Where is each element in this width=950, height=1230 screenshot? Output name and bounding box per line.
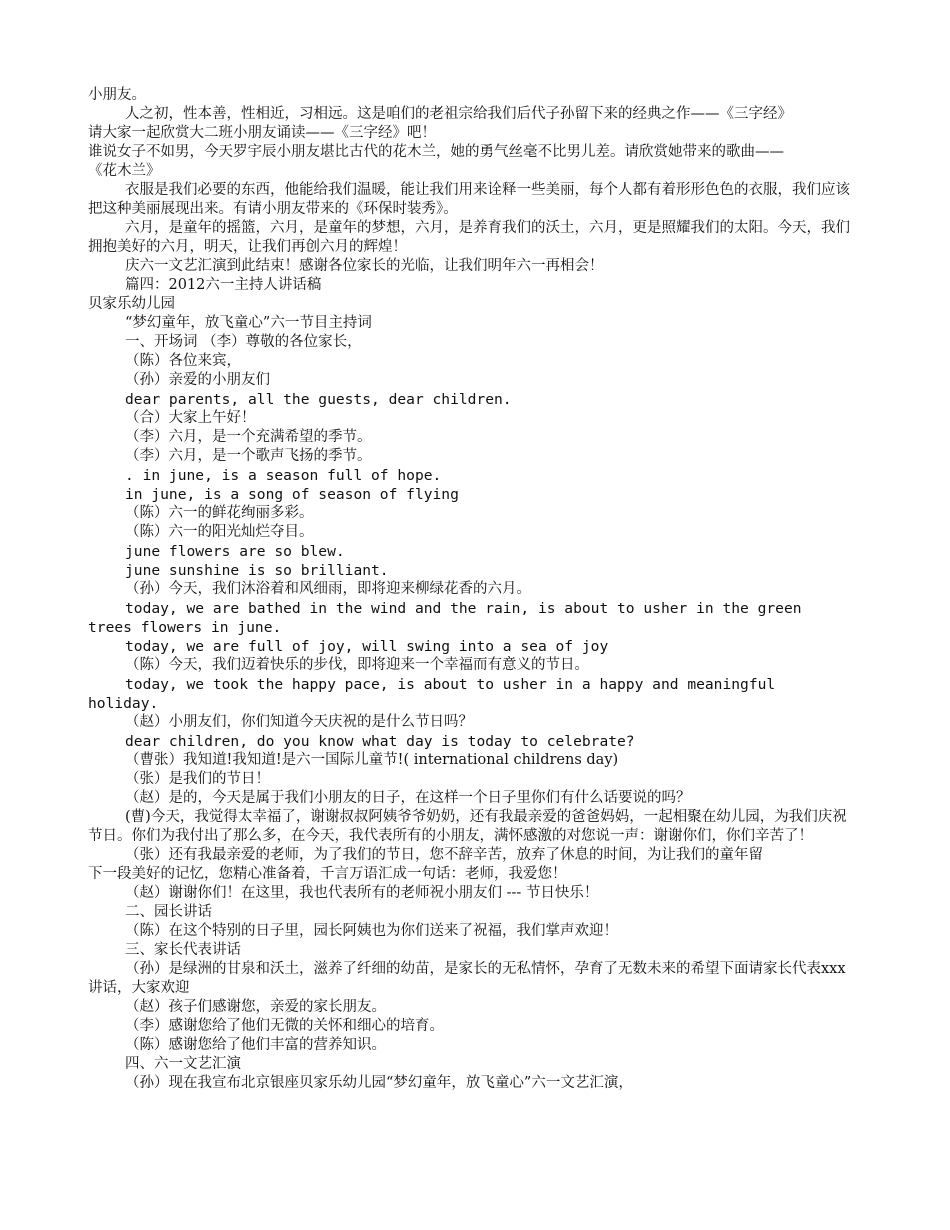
english-line: dear parents, all the guests, dear children.	[125, 391, 512, 408]
text-line: 小朋友。	[88, 87, 146, 103]
paragraph	[88, 219, 860, 257]
text-line: （孙）今天，我们沐浴着和风细雨，即将迎来柳绿花香的六月。	[125, 581, 531, 597]
text-line: （合）大家上午好！	[125, 410, 256, 426]
text-line: （赵）孩子们感谢您，亲爱的家长朋友。	[125, 999, 386, 1015]
english-line: today, we are full of joy, will swing into a sea of joy	[125, 638, 609, 655]
paragraph	[88, 181, 860, 219]
text-line: （陈）各位来宾，	[125, 353, 241, 369]
paragraph-text: 衣服是我们必要的东西，他能给我们温暖，能让我们用来诠释一些美丽，每个人都有着形形色色的衣服，我们应该把这种美丽展现出来。有请小朋友带来的《环保时装秀》。	[88, 182, 850, 217]
english-line: . in june, is a season full of hope.	[125, 467, 442, 484]
text-line: （陈）六一的阳光灿烂夺目。	[125, 524, 314, 540]
text-line: 一、开场词 （李）尊敬的各位家长，	[125, 334, 362, 350]
text-line: （张）是我们的节日！	[125, 771, 270, 787]
english-line: trees flowers in june.	[88, 619, 282, 636]
paragraph-text: (曹)今天，我觉得太幸福了，谢谢叔叔阿姨爷爷奶奶，还有我最亲爱的爸爸妈妈，一起相聚在幼儿园，为我们庆祝节日。你们为我付出了那么多，在今天，我代表所有的小朋友，满怀感激的对您说一声：谢谢你们，你们辛苦了！	[88, 809, 847, 844]
section-heading: 二、园长讲话	[125, 904, 212, 920]
paragraph	[88, 960, 860, 998]
english-line: holiday.	[88, 695, 159, 712]
english-line: june sunshine is so brilliant.	[125, 562, 389, 579]
text-line: （孙）亲爱的小朋友们	[125, 372, 270, 388]
text-line: （曹张）我知道!我知道!是六一国际儿童节!( international childrens day)	[125, 752, 619, 768]
text-line: 人之初，性本善，性相近，习相远。这是咱们的老祖宗给我们后代子孙留下来的经典之作——《三字经》	[125, 106, 792, 122]
paragraph	[88, 808, 860, 846]
text-line: 请大家一起欣赏大二班小朋友诵读——《三字经》吧！	[88, 125, 436, 141]
text-line: （李）六月，是一个歌声飞扬的季节。	[125, 448, 372, 464]
english-line: today, we are bathed in the wind and the rain, is about to usher in the green	[125, 600, 802, 617]
section-heading: 四、六一文艺汇演	[125, 1056, 241, 1072]
text-line: （赵）小朋友们，你们知道今天庆祝的是什么节日吗？	[125, 714, 473, 730]
english-line: dear children, do you know what day is today to celebrate?	[125, 733, 635, 750]
text-line: 庆六一文艺汇演到此结束！感谢各位家长的光临，让我们明年六一再相会！	[125, 258, 604, 274]
text-line: （李）六月，是一个充满希望的季节。	[125, 429, 372, 445]
text-line: （赵）是的，今天是属于我们小朋友的日子，在这样一个日子里你们有什么话要说的吗？	[125, 790, 691, 806]
org-name: 贝家乐幼儿园	[88, 296, 175, 312]
section-heading: 篇四：2012六一主持人讲话稿	[125, 277, 322, 293]
text-line: （李）感谢您给了他们无微的关怀和细心的培育。	[125, 1018, 444, 1034]
text-line: （陈）感谢您给了他们丰富的营养知识。	[125, 1037, 386, 1053]
paragraph-text: 六月，是童年的摇篮，六月，是童年的梦想，六月，是养育我们的沃土，六月，更是照耀我们的太阳。今天，我们拥抱美好的六月，明天，让我们再创六月的辉煌！	[88, 220, 850, 255]
english-line: in june, is a song of season of flying	[125, 486, 459, 503]
text-line: （张）还有我最亲爱的老师，为了我们的节日，您不辞辛苦，放弃了休息的时间，为让我们的童年留	[125, 847, 763, 863]
english-line: june flowers are so blew.	[125, 543, 345, 560]
text-line: 下一段美好的记忆，您精心准备着，千言万语汇成一句话：老师，我爱您！	[88, 866, 567, 882]
text-line: （陈）在这个特别的日子里，园长阿姨也为你们送来了祝福，我们掌声欢迎！	[125, 923, 618, 939]
english-line: today, we took the happy pace, is about to usher in a happy and meaningful	[125, 676, 776, 693]
document-title: “梦幻童年，放飞童心”六一节目主持词	[125, 315, 372, 331]
text-line: 谁说女子不如男，今天罗宇辰小朋友堪比古代的花木兰，她的勇气丝毫不比男儿差。请欣赏她带来的歌曲——	[88, 144, 784, 160]
text-line: （赵）谢谢你们！在这里，我也代表所有的老师祝小朋友们 --- 节日快乐！	[125, 885, 599, 901]
paragraph-text: （孙）是绿洲的甘泉和沃土，滋养了纤细的幼苗，是家长的无私情怀，孕育了无数未来的希望下面请家长代表xxx讲话，大家欢迎	[88, 961, 846, 996]
document-page	[88, 86, 860, 1093]
text-line: 《花木兰》	[88, 163, 161, 179]
text-line: （陈）六一的鲜花绚丽多彩。	[125, 505, 314, 521]
text-line: （孙）现在我宣布北京银座贝家乐幼儿园“梦幻童年，放飞童心”六一文艺汇演，	[125, 1075, 633, 1091]
text-line: （陈）今天，我们迈着快乐的步伐，即将迎来一个幸福而有意义的节日。	[125, 657, 589, 673]
section-heading: 三、家长代表讲话	[125, 942, 241, 958]
